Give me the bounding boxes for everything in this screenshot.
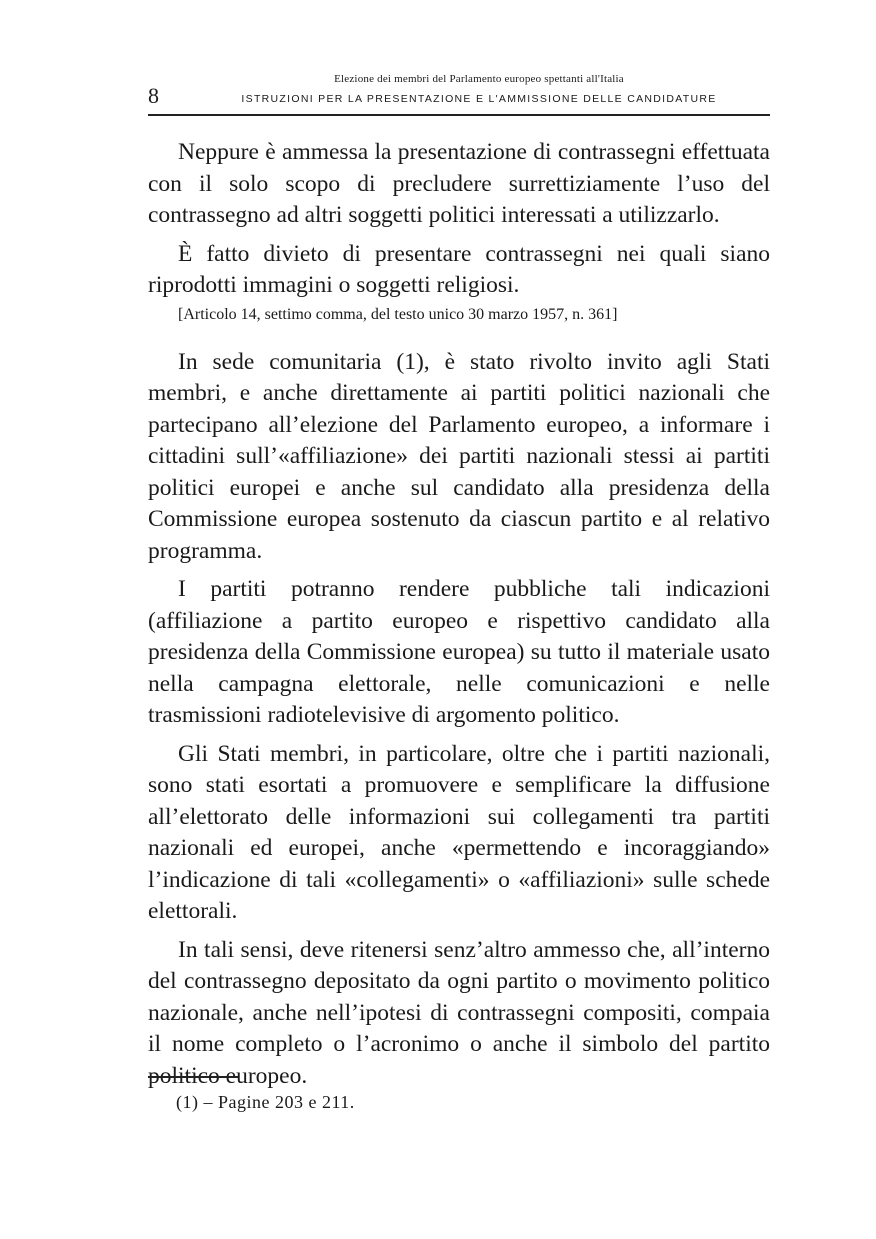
paragraph: In tali sensi, deve ritenersi senz’altro ammesso che, all’interno del contrassegno depositato da ogni partito o movimento politico nazionale, anche nell’ipotesi di contrassegni compositi, compaia il nome completo o l’acronimo o anche il simbolo del partito politico europeo. [148, 936, 770, 1089]
header-title-line1: Elezione dei membri del Parlamento europeo spettanti all'Italia [334, 73, 624, 85]
paragraph: Neppure è ammessa la presentazione di contrassegni effettuata con il solo scopo di precludere surrettiziamente l’uso del contrassegno ad altri soggetti politici interessati a utilizzarlo. [148, 139, 770, 228]
paragraph: È fatto divieto di presentare contrassegni nei quali siano riprodotti immagini o soggetti religiosi. [148, 240, 770, 298]
body-text [148, 137, 770, 1099]
paragraph: I partiti potranno rendere pubbliche tali indicazioni (affiliazione a partito europeo e rispettivo candidato alla presidenza della Commissione europea) su tutto il materiale usato nella campagna elettorale, nelle comunicazioni e nelle trasmissioni radiotelevisive di argomento politico. [148, 576, 770, 728]
page-number: 8 [148, 83, 159, 108]
paragraph: Gli Stati membri, in particolare, oltre che i partiti nazionali, sono stati esortati a promuovere e semplificare la diffusione all’elettorato delle informazioni sui collegamenti tra partiti nazionali ed europei, anche «permettendo e incoraggiando» l’indicazione di tali «collegamenti» o «affiliazioni» sulle schede elettorali. [148, 740, 770, 924]
legal-citation: [Articolo 14, settimo comma, del testo unico 30 marzo 1957, n. 361] [178, 305, 618, 323]
header-title-line2: ISTRUZIONI PER LA PRESENTAZIONE E L'AMMISSIONE DELLE CANDIDATURE [241, 93, 717, 105]
footnote: (1) – Pagine 203 e 211. [176, 1092, 355, 1112]
paragraph: In sede comunitaria (1), è stato rivolto invito agli Stati membri, e anche direttamente ai partiti politici nazionali che partecipano all’elezione del Parlamento europeo, a informare i cittadini sull’«affiliazione» dei partiti nazionali stessi ai partiti politici europei e anche sul candidato alla presidenza della Commissione europea sostenuto da ciascun partito e al relativo programma. [148, 348, 770, 564]
header-rule [148, 114, 770, 116]
running-header [148, 72, 770, 112]
footnote-rule [148, 1076, 238, 1078]
